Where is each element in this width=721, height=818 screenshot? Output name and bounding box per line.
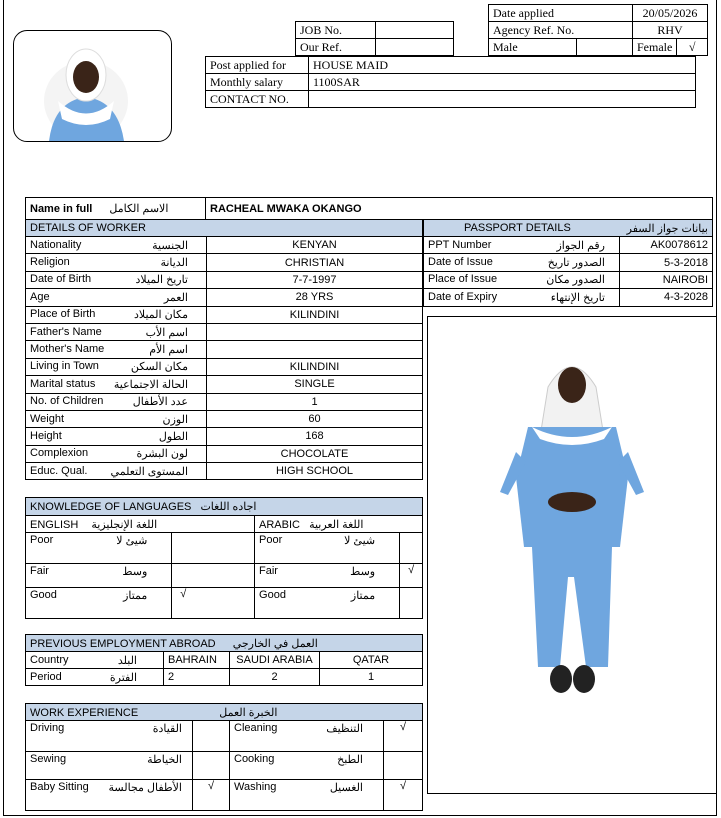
application-info-table: [488, 4, 708, 56]
experience-row: [26, 780, 423, 811]
skill-label: Cooking: [234, 753, 275, 765]
arabic-level-cell: [255, 533, 400, 564]
details-row: [26, 254, 423, 271]
details-label-cell: [26, 341, 207, 358]
passport-label-cell: [424, 254, 620, 271]
salary-value: 1100SAR: [309, 74, 696, 91]
name-label-cell: [26, 198, 206, 220]
job-no-label: JOB No.: [296, 22, 376, 39]
skill-label: Cleaning: [234, 722, 278, 734]
level-label: Good: [259, 589, 286, 601]
skill-label-ar: الأطفال مجالسة: [108, 782, 182, 794]
experience-skill-mark[interactable]: [384, 752, 423, 780]
details-row: [26, 445, 423, 462]
salary-label: Monthly salary: [206, 74, 309, 91]
passport-label-ar: الصدور مكان: [546, 274, 605, 287]
details-label-ar: المستوى التعلمي: [110, 465, 188, 478]
details-label: Marital status: [30, 377, 96, 390]
skill-label: Driving: [30, 722, 65, 734]
passport-label-ar: الصدور تاريخ: [547, 257, 605, 270]
details-label: Religion: [30, 256, 70, 269]
english-level-mark[interactable]: √: [172, 588, 255, 619]
period-3: 1: [320, 669, 423, 686]
passport-label-cell: [424, 289, 620, 306]
passport-row: [424, 271, 713, 288]
details-row: [26, 376, 423, 393]
arabic-level-mark[interactable]: √: [400, 564, 423, 588]
level-label-ar: ممتاز: [350, 590, 376, 602]
passport-label: PPT Number: [428, 238, 492, 251]
details-label: Age: [30, 290, 50, 303]
experience-skill-mark[interactable]: √: [384, 721, 423, 752]
level-label-ar: وسط: [350, 566, 376, 578]
details-label: Educ. Qual.: [30, 464, 88, 477]
our-ref-label: Our Ref.: [296, 39, 376, 56]
details-value: HIGH SCHOOL: [207, 463, 423, 480]
details-label-ar: الديانة: [160, 257, 188, 270]
details-title: DETAILS OF WORKER: [26, 220, 423, 237]
english-level-cell: [26, 533, 172, 564]
details-value: SINGLE: [207, 376, 423, 393]
experience-skill-cell: [26, 752, 193, 780]
name-label: Name in full: [30, 203, 93, 215]
passport-value: 5-3-2018: [620, 254, 713, 271]
arabic-level-mark[interactable]: [400, 588, 423, 619]
skill-label-ar: الطبخ: [337, 754, 363, 766]
country-1: BAHRAIN: [164, 652, 230, 669]
details-label-ar: مكان السكن: [130, 361, 188, 374]
experience-skill-cell: [230, 721, 384, 752]
arabic-level-cell: [255, 588, 400, 619]
passport-label-cell: [424, 271, 620, 288]
details-label-cell: [26, 271, 207, 288]
details-value: [207, 323, 423, 340]
experience-table: [25, 703, 423, 811]
passport-value: AK0078612: [620, 237, 713, 254]
male-checkbox[interactable]: [577, 39, 633, 56]
passport-label: Place of Issue: [428, 273, 498, 286]
details-value: KENYAN: [207, 237, 423, 254]
languages-title-ar: اجاده اللغات: [200, 501, 257, 513]
details-label-ar: الجنسية: [152, 239, 188, 252]
passport-row: [424, 237, 713, 254]
level-label-ar: ممتاز: [123, 590, 148, 602]
details-value: 1: [207, 393, 423, 410]
post-value: HOUSE MAID: [309, 57, 696, 74]
passport-title: PASSPORT DETAILS: [464, 221, 571, 234]
passport-label-ar: رقم الجواز: [556, 239, 605, 252]
experience-title-ar: الخبرة العمل: [219, 706, 278, 719]
details-row: [26, 463, 423, 480]
level-label: Fair: [259, 565, 278, 577]
details-label-cell: [26, 358, 207, 375]
experience-skill-cell: [26, 721, 193, 752]
employment-table: [25, 634, 423, 686]
name-label-ar: الاسم الكامل: [109, 203, 169, 215]
experience-skill-cell: [230, 780, 384, 811]
english-header: ENGLISH اللغة الإنجليزية: [26, 516, 255, 533]
details-label: Weight: [30, 412, 65, 425]
details-value: 168: [207, 428, 423, 445]
experience-skill-cell: [230, 752, 384, 780]
details-value: [207, 341, 423, 358]
details-label-ar: اسم الأم: [149, 344, 188, 357]
languages-title-cell: [26, 498, 423, 516]
details-label-ar: تاريخ الميلاد: [135, 274, 188, 287]
languages-title: KNOWLEDGE OF LANGUAGES: [30, 501, 192, 513]
details-row: [26, 271, 423, 288]
details-value: 28 YRS: [207, 289, 423, 306]
passport-value: 4-3-2028: [620, 289, 713, 306]
post-label: Post applied for: [206, 57, 309, 74]
skill-label-ar: الخياطة: [147, 754, 182, 766]
full-body-photo: [427, 316, 717, 794]
details-row: [26, 428, 423, 445]
employment-title: PREVIOUS EMPLOYMENT ABROAD: [30, 637, 216, 650]
experience-title-cell: [26, 704, 423, 721]
name-table: [25, 197, 713, 220]
passport-title-cell: [424, 220, 713, 237]
level-label: Good: [30, 589, 57, 601]
contact-label: CONTACT NO.: [206, 91, 309, 108]
details-label-cell: [26, 410, 207, 427]
details-label: Nationality: [30, 238, 82, 251]
female-label: Female: [633, 39, 677, 56]
date-applied-value: 20/05/2026: [633, 5, 708, 22]
experience-skill-mark[interactable]: [193, 752, 230, 780]
language-row: [26, 564, 423, 588]
details-label-cell: [26, 463, 207, 480]
post-table: [205, 56, 696, 108]
skill-label: Baby Sitting: [30, 781, 89, 793]
level-label-ar: شيئ لا: [344, 535, 376, 547]
details-label: Place of Birth: [30, 308, 96, 321]
male-label: Male: [489, 39, 577, 56]
details-label-cell: [26, 289, 207, 306]
details-label-ar: العمر: [163, 291, 188, 304]
details-row: [26, 306, 423, 323]
contact-value[interactable]: [309, 91, 696, 108]
details-label-ar: اسم الأب: [145, 326, 188, 339]
agency-ref-value: RHV: [633, 22, 708, 39]
details-row: [26, 341, 423, 358]
passport-title-ar: بيانات جواز السفر: [626, 222, 708, 235]
experience-skill-mark[interactable]: √: [193, 780, 230, 811]
english-level-mark[interactable]: [172, 564, 255, 588]
experience-row: [26, 752, 423, 780]
passport-label-cell: [424, 237, 620, 254]
experience-skill-mark[interactable]: √: [384, 780, 423, 811]
period-1: 2: [164, 669, 230, 686]
details-label: Height: [30, 429, 62, 442]
date-applied-label: Date applied: [489, 5, 633, 22]
languages-table: [25, 497, 423, 619]
employment-title-cell: [26, 635, 423, 652]
skill-label-ar: القيادة: [152, 723, 182, 735]
details-value: KILINDINI: [207, 358, 423, 375]
passport-value: NAIROBI: [620, 271, 713, 288]
details-row: [26, 358, 423, 375]
details-label: Father's Name: [30, 325, 102, 338]
details-label-cell: [26, 428, 207, 445]
our-ref-field[interactable]: [376, 39, 454, 56]
arabic-header: ARABIC اللغة العربية: [255, 516, 423, 533]
details-label-ar: الوزن: [162, 413, 188, 426]
details-label-ar: الطول: [158, 430, 188, 443]
details-value: CHOCOLATE: [207, 445, 423, 462]
details-row: [26, 237, 423, 254]
portrait-photo: [13, 30, 172, 142]
country-label-cell: Country البلد: [26, 652, 164, 669]
female-checkbox[interactable]: √: [677, 39, 708, 56]
skill-label: Washing: [234, 781, 277, 793]
level-label: Fair: [30, 565, 49, 577]
details-row: [26, 289, 423, 306]
passport-row: [424, 254, 713, 271]
experience-title: WORK EXPERIENCE: [30, 706, 139, 719]
details-label-ar: لون البشرة: [136, 448, 188, 461]
details-row: [26, 323, 423, 340]
details-label-cell: [26, 254, 207, 271]
details-label-ar: عدد الأطفال: [132, 396, 188, 409]
period-label-cell: Period الفترة: [26, 669, 164, 686]
job-ref-table: [295, 21, 454, 56]
country-3: QATAR: [320, 652, 423, 669]
english-level-cell: [26, 564, 172, 588]
details-label-cell: [26, 323, 207, 340]
level-label: Poor: [30, 534, 54, 546]
experience-skill-mark[interactable]: [193, 721, 230, 752]
passport-row: [424, 289, 713, 306]
experience-skill-cell: [26, 780, 193, 811]
passport-label-ar: تاريخ الإنتهاء: [550, 291, 605, 304]
skill-label-ar: التنظيف: [326, 723, 363, 735]
skill-label-ar: الغسيل: [329, 782, 363, 794]
details-value: CHRISTIAN: [207, 254, 423, 271]
period-2: 2: [230, 669, 320, 686]
arabic-level-cell: [255, 564, 400, 588]
arabic-level-mark[interactable]: [400, 533, 423, 564]
details-value: 7-7-1997: [207, 271, 423, 288]
passport-label: Date of Expiry: [428, 290, 498, 303]
skill-label: Sewing: [30, 753, 67, 765]
details-label-cell: [26, 445, 207, 462]
english-level-cell: [26, 588, 172, 619]
passport-table: [423, 219, 713, 307]
passport-label: Date of Issue: [428, 256, 493, 269]
details-table: [25, 219, 423, 480]
level-label-ar: شيئ لا: [116, 535, 148, 547]
details-label: Living in Town: [30, 360, 99, 373]
details-label-cell: [26, 376, 207, 393]
level-label: Poor: [259, 534, 283, 546]
details-label-ar: الحالة الاجتماعية: [113, 378, 188, 391]
details-label-cell: [26, 306, 207, 323]
country-2: SAUDI ARABIA: [230, 652, 320, 669]
details-value: KILINDINI: [207, 306, 423, 323]
details-label: Complexion: [30, 447, 89, 460]
level-label-ar: وسط: [122, 566, 148, 578]
details-label-ar: مكان الميلاد: [133, 309, 188, 322]
english-level-mark[interactable]: [172, 533, 255, 564]
employment-title-ar: العمل في الخارجي: [232, 637, 318, 650]
details-label: No. of Children: [30, 395, 104, 408]
experience-row: [26, 721, 423, 752]
details-label: Mother's Name: [30, 343, 105, 356]
details-label: Date of Birth: [30, 273, 92, 286]
agency-ref-label: Agency Ref. No.: [489, 22, 633, 39]
details-label-cell: [26, 237, 207, 254]
name-value: RACHEAL MWAKA OKANGO: [206, 198, 713, 220]
language-row: [26, 533, 423, 564]
details-value: 60: [207, 410, 423, 427]
details-row: [26, 410, 423, 427]
job-no-field[interactable]: [376, 22, 454, 39]
language-row: [26, 588, 423, 619]
details-label-cell: [26, 393, 207, 410]
details-row: [26, 393, 423, 410]
